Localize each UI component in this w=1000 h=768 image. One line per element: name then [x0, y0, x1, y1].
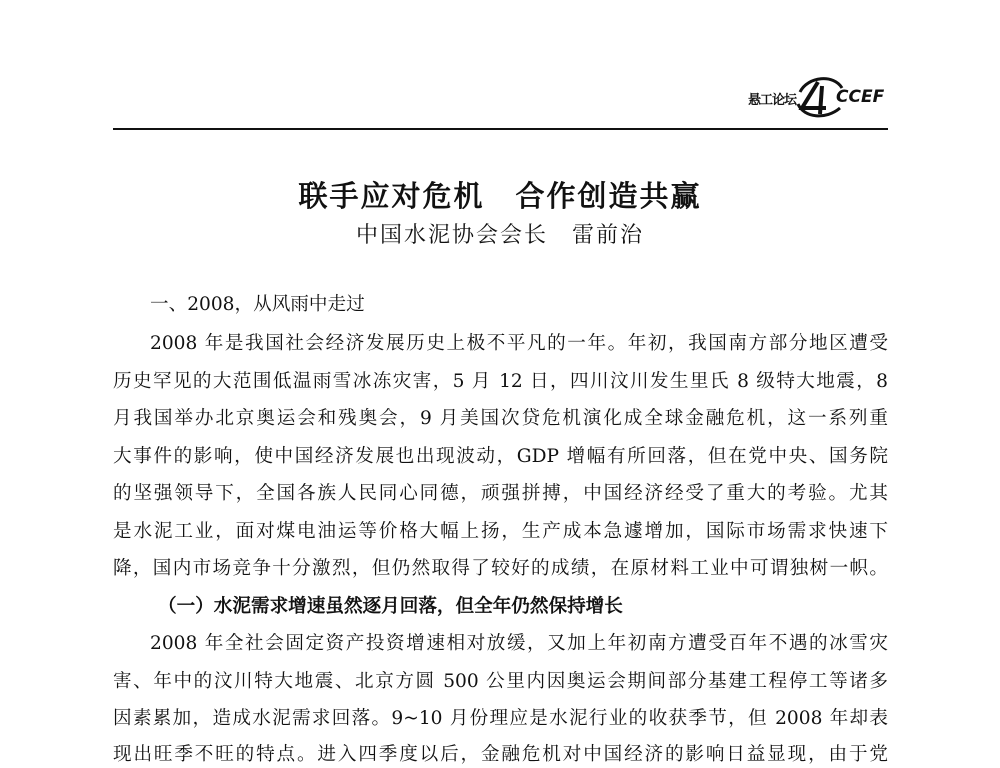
- paragraph-line: 因素累加，造成水泥需求回落。9~10 月份理应是水泥行业的收获季节，但 2008 年却表: [113, 708, 888, 729]
- paragraph-line: 大事件的影响，使中国经济发展也出现波动，GDP 增幅有所回落，但在党中央、国务院: [113, 446, 888, 467]
- logo-label: 悬工论坛: [748, 93, 797, 108]
- author-line: 中国水泥协会会长 雷前治: [355, 223, 644, 248]
- header-rule: [113, 128, 888, 130]
- paragraph-line: 是水泥工业，面对煤电油运等价格大幅上扬，生产成本急遽增加，国际市场需求快速下: [113, 521, 888, 542]
- paragraph-line: 害、年中的汶川特大地震、北京方圆 500 公里内因奥运会期间部分基建工程停工等诸多: [113, 671, 888, 692]
- paragraph-line: 历史罕见的大范围低温雨雪冰冻灾害，5 月 12 日，四川汶川发生里氏 8 级特大地震，8: [113, 371, 888, 392]
- logo-text: CCEF: [836, 87, 885, 107]
- paragraph-line: 2008 年全社会固定资产投资增速相对放缓，又加上年初南方遭受百年不遇的冰雪灾: [150, 633, 888, 654]
- paragraph-line: 现出旺季不旺的特点。进入四季度以后，金融危机对中国经济的影响日益显现，由于党: [113, 744, 888, 765]
- forum-logo: [748, 66, 893, 130]
- page-title: 联手应对危机 合作创造共赢: [298, 179, 702, 213]
- paragraph-line: 降，国内市场竞争十分激烈，但仍然取得了较好的成绩，在原材料工业中可谓独树一帜。: [113, 558, 888, 579]
- subsection-heading: （一）水泥需求增速虽然逐月回落，但全年仍然保持增长: [158, 596, 623, 617]
- paragraph-line: 2008 年是我国社会经济发展历史上极不平凡的一年。年初，我国南方部分地区遭受: [150, 333, 888, 354]
- paragraph-line: 月我国举办北京奥运会和残奥会，9 月美国次贷危机演化成全球金融危机，这一系列重: [113, 408, 888, 429]
- section-heading: 一、2008，从风雨中走过: [150, 294, 365, 315]
- paragraph-line: 的坚强领导下，全国各族人民同心同德，顽强拼搏，中国经济经受了重大的考验。尤其: [113, 483, 888, 504]
